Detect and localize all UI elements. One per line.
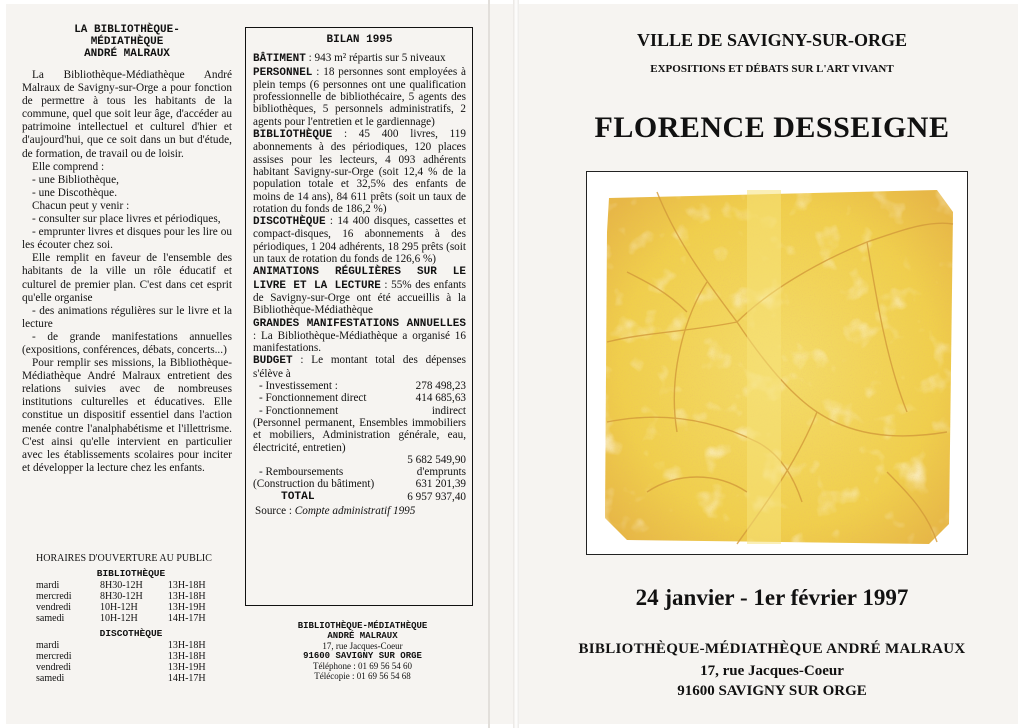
library-address-small: BIBLIOTHÈQUE-MÉDIATHÈQUE ANDRÉ MALRAUX 17, rue Jacques-Coeur 91600 SAVIGNY SUR ORGE Téléphone : 01 69 56 54 60 Télécopie : 01 69 56 54 68 (297, 621, 428, 681)
hours-row (36, 640, 226, 651)
hours-row (36, 580, 226, 591)
hours-morning: 10H-12H (99, 602, 138, 613)
hours-day: mardi (36, 640, 60, 651)
budget-line: - Fonctionnement direct 414 685,63 (259, 392, 466, 405)
library-city: 91600 SAVIGNY SUR ORGE (677, 683, 867, 699)
hours-morning (100, 640, 168, 651)
hours-day: mercredi (36, 591, 72, 602)
bibliotheque-hours-title: BIBLIOTHÈQUE (96, 568, 166, 579)
hours-day: samedi (36, 613, 65, 624)
hours-afternoon: 14H-17H (167, 613, 206, 624)
budget-line: - Remboursements d'emprunts (259, 466, 466, 479)
city-title: VILLE DE SAVIGNY-SUR-ORGE (636, 30, 908, 50)
missions-paragraph: Pour remplir ses missions, la Bibliothèque-Médiathèque André Malraux entretient des relations suivies avec de nombreuses institutions culturelles et éducatives. Elle constitue un dispositif essentiel dans l'action menée contre l'analphabétisme et l'illettrisme. C'est ainsi qu'elle intervient en particulier avec les établissements scolaires pour inciter et développer la lecture chez les enfants. (22, 357, 232, 474)
hours-row (36, 673, 226, 684)
bilan-animations: ANIMATIONS RÉGULIÈRES SUR LE LIVRE ET LA LECTURE : 55% des enfants de Savigny-sur-Orge ont été accueillis à la Bibliothèque-Médiathèque (253, 266, 467, 317)
hours-afternoon: 13H-19H (167, 662, 206, 673)
budget-line: - Investissement : 278 498,23 (259, 380, 466, 393)
hours-morning: 8H30-12H (99, 591, 143, 602)
list-item: - une Bibliothèque, (32, 173, 119, 186)
role-paragraph: Elle remplit en faveur de l'ensemble des habitants de la ville un rôle éducatif et culturel de premier plan. C'est dans cet esprit qu'elle organise (22, 252, 232, 304)
library-name: BIBLIOTHÈQUE-MÉDIATHÈQUE ANDRÉ MALRAUX (578, 641, 966, 657)
list-item: - de grande manifestations annuelles (expositions, conférences, débats, concerts...) (22, 330, 232, 356)
hours-morning (100, 651, 168, 662)
hours-afternoon: 13H-19H (167, 602, 206, 613)
bilan-personnel: PERSONNEL : 18 personnes sont employées à plein temps (6 personnes ont une qualification professionnelle de bibliothécaire, 5 agents des bibliothèques, 5 personnels administratifs, 2 agents pour l'entretien et le gardiennage) (253, 65, 467, 128)
artwork-image (586, 171, 968, 555)
list-item: - des animations régulières sur le livre et la lecture (22, 304, 232, 330)
hours-afternoon: 14H-17H (167, 673, 206, 684)
opening-hours (36, 553, 226, 684)
bilan-grandes-manifestations: GRANDES MANIFESTATIONS ANNUELLES : La Bibliothèque-Médiathèque a organisé 16 manifestations. (253, 317, 466, 355)
comprend-text: Elle comprend : (32, 160, 105, 173)
chacun-text: Chacun peut y venir : (32, 199, 130, 212)
cover-panel (530, 0, 1014, 728)
budget-total: TOTAL 6 957 937,40 (281, 490, 466, 503)
budget-indirect-detail: (Personnel permanent, Ensembles immobiliers et mobiliers, Administration générale, eau, électricité, entretien) (253, 416, 466, 454)
bilan-budget: BUDGET : Le montant total des dépenses s'élève à (253, 354, 467, 380)
hours-afternoon: 13H-18H (167, 640, 206, 651)
hours-morning: 10H-12H (99, 613, 138, 624)
artist-name: FLORENCE DESSEIGNE (594, 111, 950, 144)
budget-line: (Construction du bâtiment) 631 201,39 (253, 478, 466, 491)
fold-line (513, 0, 519, 728)
hours-header: HORAIRES D'OUVERTURE AU PUBLIC (36, 553, 212, 564)
hours-afternoon: 13H-18H (167, 651, 206, 662)
hours-day: samedi (36, 673, 65, 684)
hours-row (36, 591, 226, 602)
hours-row (36, 651, 226, 662)
hours-afternoon: 13H-18H (167, 591, 206, 602)
artwork-painting (587, 172, 968, 555)
budget-line: - Fonctionnement indirect (259, 404, 466, 417)
discotheque-hours-title: DISCOTHÈQUE (99, 628, 163, 639)
list-item: - une Discothèque. (32, 186, 118, 199)
library-heading: LA BIBLIOTHÈQUE- MÉDIATHÈQUE ANDRÉ MALRAUX (74, 24, 180, 60)
library-description (22, 24, 232, 475)
bilan-discotheque: DISCOTHÈQUE : 14 400 disques, cassettes et compact-disques, 16 abonnements à des périodiques, 1 204 adhérents, 18 295 prêts (soit un taux de rotation du fonds de 126,6 %) (253, 215, 467, 266)
hours-afternoon: 13H-18H (167, 580, 206, 591)
library-street: 17, rue Jacques-Coeur (700, 663, 844, 679)
hours-row (36, 613, 226, 624)
bilan-box (245, 27, 473, 606)
hours-day: vendredi (36, 662, 71, 673)
list-item: - emprunter livres et disques pour les lire ou les écouter chez soi. (22, 226, 232, 252)
hours-row (36, 602, 226, 613)
hours-day: vendredi (36, 602, 71, 613)
hours-morning (100, 673, 168, 684)
exhibition-subtitle: EXPOSITIONS ET DÉBATS SUR L'ART VIVANT (650, 63, 894, 75)
hours-morning: 8H30-12H (99, 580, 143, 591)
hours-day: mercredi (36, 651, 72, 662)
budget-line: 5 682 549,90 (407, 453, 466, 466)
fold-line-left (488, 0, 490, 728)
hours-morning (100, 662, 168, 673)
bilan-batiment: BÂTIMENT : 943 m² répartis sur 5 niveaux (253, 52, 446, 66)
bilan-title: BILAN 1995 (326, 34, 393, 46)
hours-day: mardi (36, 580, 60, 591)
list-item: - consulter sur place livres et périodiques, (32, 213, 221, 226)
hours-row (36, 662, 226, 673)
exhibition-dates: 24 janvier - 1er février 1997 (635, 585, 909, 610)
intro-paragraph: La Bibliothèque-Médiathèque André Malraux de Savigny-sur-Orge a pour fonction de permettre à tous les habitants de la commune, quel que soit leur âge, d'accéder au patrimoine intellectuel et culturel d'hier et d'aujourd'hui, que ce soit dans un but d'étude, de formation, de travail ou de loisir. (22, 69, 232, 160)
bilan-source: Source : Compte administratif 1995 (255, 504, 416, 517)
bilan-bibliotheque: BIBLIOTHÈQUE : 45 400 livres, 119 abonnements à des périodiques, 120 places assises pour les lecteurs, 4 093 adhérents habitant Savigny-sur-Orge (soit 12,4 % de la population totale et 32,5% des enfants de moins de 14 ans), 84 611 prêts (soit un taux de rotation du fonds de 186,2 %) (253, 128, 466, 215)
